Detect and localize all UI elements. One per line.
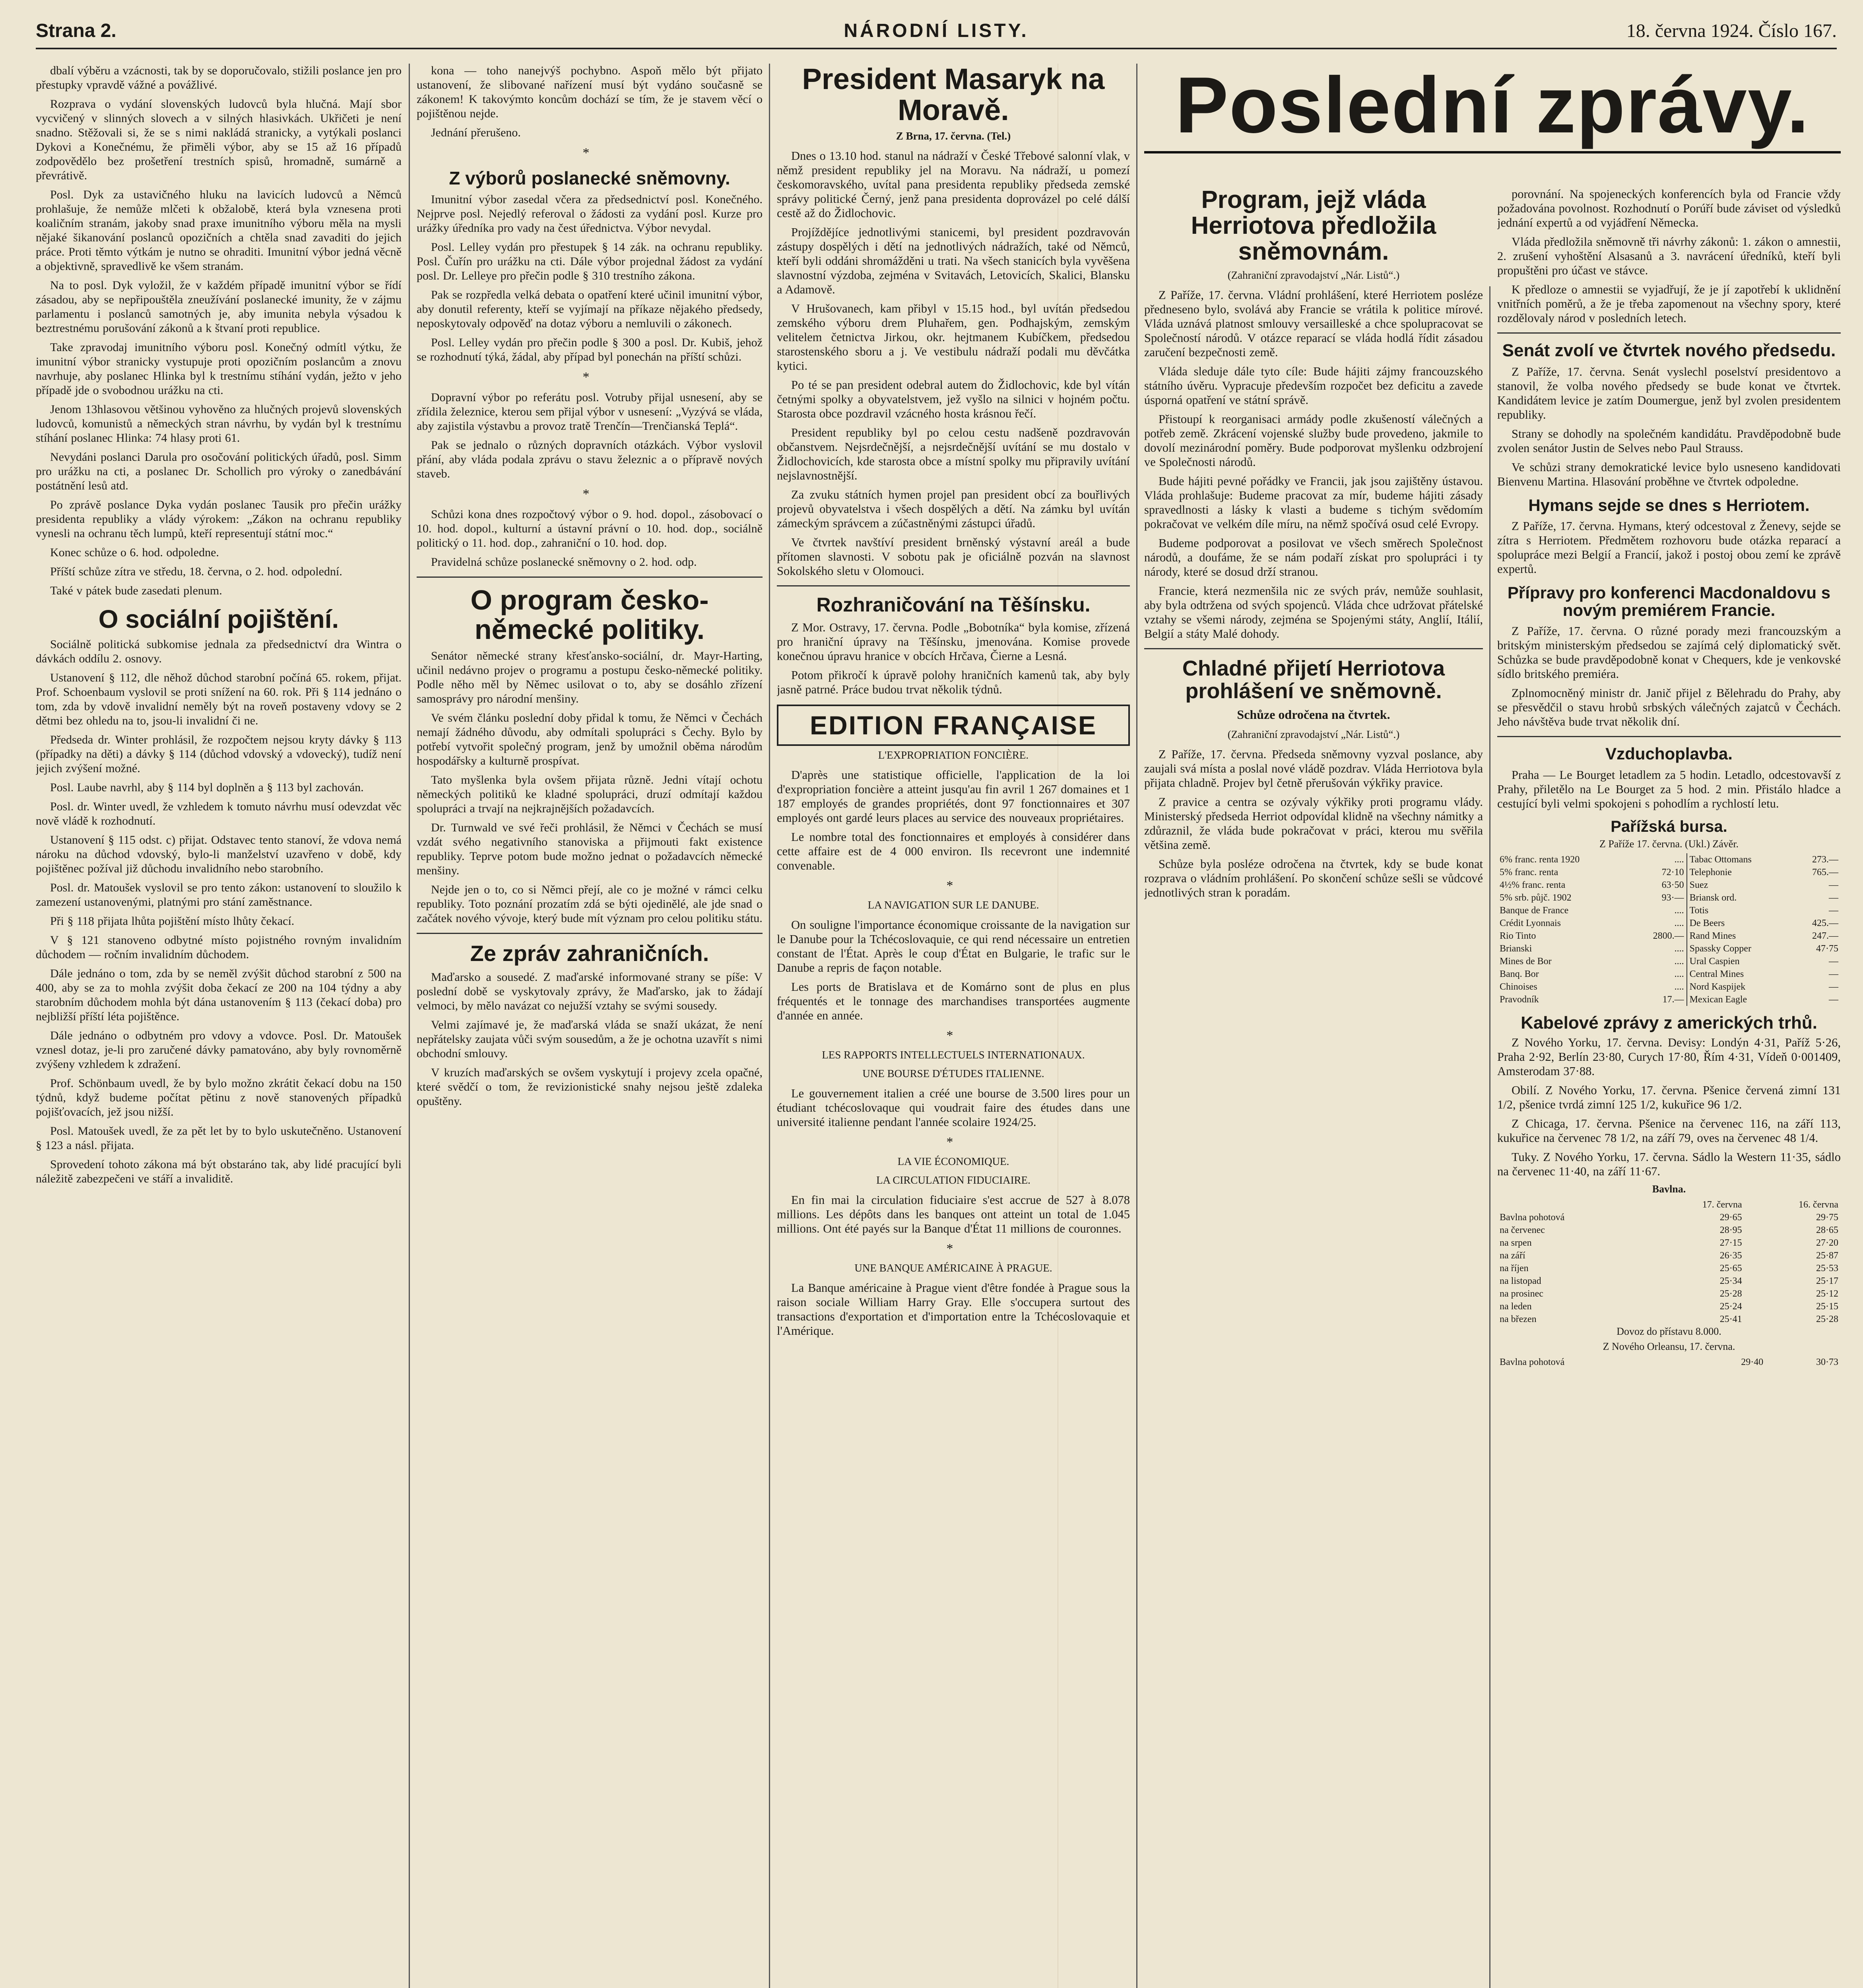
table-cell: Mexican Eagle <box>1687 993 1792 1006</box>
article-tesin <box>777 620 1130 697</box>
table-cell: — <box>1829 994 1838 1005</box>
paragraph: Dále jednáno o tom, zda by se neměl zvýšit důchod starobní z 500 na 400, aby se za to mohla zvýšit doba čekací ze 200 na 104 týdny a aby starobním důchodem mohla být dána ustanovením § 113 (čekací doba) pro nejbližší příští léta pojištěnce. <box>36 967 402 1023</box>
paragraph: Z Mor. Ostravy, 17. června. Podle „Bobotníka“ byla komise, zřízená pro hraniční úpravy na Těšínsku, jmenována. Komise provede konečnou úpravu hranice v obcích Hrčava, Čierne a Lesná. <box>777 620 1130 663</box>
paragraph: V § 121 stanoveno odbytné místo pojistného rovným invalidním důchodem — ročním invalidním důchodem. <box>36 934 402 961</box>
paragraph: Dále jednáno o odbytném pro vdovy a vdovce. Posl. Dr. Matoušek vznesl dotaz, je-li pro zaručené dávky pamatováno, aby byly rovnoměrně zvýšeny vzhledem k zdražení. <box>36 1029 402 1071</box>
paragraph: Senátor německé strany křesťansko-sociální, dr. Mayr-Harting, učinil nedávno projev o programu a postupu česko-německé politiky. Podle něho měl by Němec usilovat o to, aby se dosáhlo zřízení samosprávy pro národní menšiny. <box>417 649 763 706</box>
page-number: Strana 2. <box>36 20 116 41</box>
paragraph: Z Paříže, 17. června. O různé porady mezi francouzským a britským ministerským předsedou se zajímá celý diplomatický svět. Schůzka se bude pravděpodobně konat v Chequers, kde je venkovské sídlo britského premiéra. <box>1497 624 1841 681</box>
table-cell: 6% franc. renta 1920 <box>1500 854 1580 865</box>
table-cell: Tabac Ottomans <box>1687 853 1792 866</box>
table-cell: Totis <box>1687 904 1792 917</box>
paragraph: Strany se dohodly na společném kandidátu. Pravděpodobně bude zvolen senátor Justin de Selves nebo Paul Strauss. <box>1497 427 1841 455</box>
table-cell: 47·75 <box>1816 943 1838 954</box>
paragraph: Le nombre total des fonctionnaires et employés à considérer dans cette affaire est de 4 000 environ. Ils recevront une indemnité convenable. <box>777 830 1130 872</box>
article-scholarship <box>777 1086 1130 1129</box>
cotton-title: Bavlna. <box>1652 1183 1686 1195</box>
table-cell: .... <box>1674 956 1684 967</box>
table-cell: 29·40 <box>1741 1357 1764 1367</box>
table-cell: 247.— <box>1812 930 1838 941</box>
paragraph: Za zvuku státních hymen projel pan president obcí za bouřlivých projevů obyvatelstva i všech dospělých a dětí. Na zámku byl uvítán zámeckým správcem a zúčastněnými zástupci úřadů. <box>777 488 1130 530</box>
headline-aviation: Vzduchoplavba. <box>1605 744 1733 763</box>
table-cell: Suez <box>1687 879 1792 891</box>
paragraph: Z Paříže, 17. června. Senát vyslechl poselství presidentovo a stanovil, že volba nového předsedy se bude konat ve čtvrtek. Kandidátem levice je zatím Doumergue, jenž byl zvolen presidentem republiky. <box>1497 365 1841 422</box>
table-row <box>1497 1275 1841 1287</box>
headline-macdonald: Přípravy pro konferenci Macdonaldovu s novým premiérem Francie. <box>1507 583 1831 620</box>
table-cell: — <box>1829 956 1838 967</box>
subheading: LA CIRCULATION FIDUCIAIRE. <box>876 1174 1030 1186</box>
headline-czech-german-policy: O program česko-německé politiky. <box>470 584 709 645</box>
table-cell: .... <box>1674 905 1684 916</box>
paragraph: Příští schůze zítra ve středu, 18. června, o 2. hod. odpolední. <box>50 565 342 578</box>
table-row <box>1497 853 1841 866</box>
table-row <box>1497 891 1841 904</box>
paragraph: Nevydáni poslanci Darula pro osočování politických úřadů, posl. Simm pro urážku na cti, a poslanec Dr. Schollich pro výroky o zanedbávání postátnění lesů atd. <box>36 450 402 492</box>
divider <box>417 577 763 578</box>
headline-herriot-program: Program, jejž vláda Herriotova předložila sněmovnám. <box>1191 187 1436 266</box>
paragraph: Z Paříže, 17. června. Předseda sněmovny vyzval poslance, aby zaujali svá místa a poslal nové vládě pozdrav. Vláda Herriotova byla přijata chladně. Projev byl četně přerušován výkřiky pravice. <box>1144 747 1483 790</box>
paragraph: Schůze byla posléze odročena na čtvrtek, kdy se bude konat rozprava o vládním prohlášení. Po skončení schůze sešli se vůdcové jednotlivých stran k poradám. <box>1144 857 1483 899</box>
table-row <box>1497 993 1841 1006</box>
paragraph: Pak se jednalo o různých dopravních otázkách. Výbor vyslovil přání, aby vláda podala zprávu o stavu železnic a o přípravě nových staveb. <box>417 439 763 481</box>
table-cell: — <box>1829 892 1838 903</box>
cotton-footer: Dovoz do přístavu 8.000. <box>1617 1325 1721 1337</box>
table-cell: .... <box>1674 969 1684 979</box>
table-header-cell: 17. června <box>1702 1199 1742 1210</box>
column-rule <box>1489 286 1490 1988</box>
table-row <box>1497 1287 1841 1300</box>
paragraph: Z pravice a centra se ozývaly výkřiky proti programu vlády. Ministerský předseda Herriot odpovídal klidně na všechny námitky a zdůraznil, že vláda bude pokračovat v práci, kterou mu svěřila většina země. <box>1144 795 1483 852</box>
section-separator: * <box>946 1134 961 1149</box>
article-masaryk <box>777 149 1130 578</box>
paragraph: kona — toho nanejvýš pochybno. Aspoň mělo být přijato ustanovení, že slibované nařízení musí být vydáno současně se zákonem! K takovýmto koncům dochází se tím, že je stavem věcí o pojištěnou nejde. <box>417 64 763 120</box>
paragraph: Schůzi kona dnes rozpočtový výbor o 9. hod. dopol., zásobovací o 10. hod. dopol., kulturní a ústavní právní o 10. hod. dop., sociálně politický o 11. hod. dop., zahraniční o 10. hod. dop. <box>417 508 763 550</box>
paragraph: Po zprávě poslance Dyka vydán poslanec Tausik pro přečin urážky presidenta republiky a vlády výrokem: „Zákon na ochranu republiky vynesli na ochranu těch lumpů, kteří representují státní moc.“ <box>36 498 402 540</box>
table-row <box>1497 955 1841 968</box>
table-cell: Bavlna pohotová <box>1500 1212 1565 1223</box>
table-cell: na srpen <box>1500 1237 1532 1248</box>
article-american-markets <box>1497 1035 1841 1178</box>
table-cell: .... <box>1674 918 1684 928</box>
paragraph: Z Paříže, 17. června. Vládní prohlášení, které Herriotem posléze předneseno bylo, svolává aby Francie se vrátila k politice mírové. Vláda uznává platnost smlouvy versailleské a chce spolupracovat se Společností národů. V otázce reparací se vláda hodlá řídit zásadou zaručení bezpečnosti země. <box>1144 288 1483 359</box>
paragraph: Sprovedení tohoto zákona má být obstaráno tak, aby lidé pracující byli náležitě zabezpečeni ve stáří a invaliditě. <box>36 1158 402 1186</box>
paragraph: dbalí výběru a vzácnosti, tak by se doporučovalo, stižili poslance jen pro přestupky vpravdě vážné a povážlivé. <box>36 64 402 91</box>
paragraph: Pravidelná schůze poslanecké sněmovny o 2. hod. odp. <box>431 555 697 569</box>
table-header-cell: 16. června <box>1799 1199 1838 1210</box>
section-separator: * <box>582 487 597 502</box>
section-separator: * <box>582 146 597 160</box>
paragraph: Vláda sleduje dále tyto cíle: Bude hájiti zájmy francouzského státního úvěru. Vypracuje především rozpočet bez deficitu a zavede úsporná opatření ve státní správě. <box>1144 365 1483 407</box>
table-cell: Nord Kaspijek <box>1687 980 1792 993</box>
paragraph: On souligne l'importance économique croissante de la navigation sur le Danube pour la Tchécoslovaquie, ce qui rend nécessaire un entretien constant de l'État. Après le coup d'État en Bulgarie, le trafic sur le Danube a repris de façon notable. <box>777 918 1130 975</box>
paragraph: Konec schůze o 6. hod. odpoledne. <box>50 546 219 559</box>
paragraph: President republiky byl po celou cestu nadšeně pozdravován občanstvem. Nejsrdečnější, a nejsrdečnější uvítání se mu dostalo v Židlochovicích, kde starosta obce a místní spolky mu připravily uvítání nejslavnostnější. <box>777 426 1130 483</box>
article-macdonald <box>1497 624 1841 729</box>
table-cell: 27·20 <box>1816 1237 1838 1248</box>
paragraph: Posl. Matoušek uvedl, že za pět let by to bylo uskutečněno. Ustanovení § 123 a násl. přijata. <box>36 1124 402 1152</box>
paragraph: Projíždějíce jednotlivými stanicemi, byl president pozdravován zástupy dospělých i dětí na jednotlivých nádražích, také od Němců, kteří byli oddáni shromážděni u trati. Na všech stanicích byla vyvěšena slavnostní výzdoba, zejména v Svitavách, Letovicích, Skalici, Blansku a Adamově. <box>777 225 1130 297</box>
table-cell: 27·15 <box>1719 1237 1742 1248</box>
table-cell: 17.— <box>1662 994 1684 1005</box>
table-cell: Brianski <box>1500 943 1532 954</box>
table-cell: Chinoises <box>1500 981 1537 992</box>
paragraph: Dnes o 13.10 hod. stanul na nádraží v České Třebové salonní vlak, v němž president republiky jel na Moravu. Na nádraží, u pomezí českomoravského, uvítal pana presidenta republiky předseda zemské správy politické Černý, jenž pana presidenta doprovázel po celé dálší cestě až do Židlochovic. <box>777 149 1130 220</box>
column-1 <box>36 64 402 1988</box>
table-cell: 5% srb. půjč. 1902 <box>1500 892 1572 903</box>
table-cell: 28·65 <box>1816 1225 1838 1235</box>
paragraph: Jednání přerušeno. <box>431 126 521 139</box>
article-danube <box>777 918 1130 1023</box>
divider <box>1144 648 1483 649</box>
table-row <box>1497 1262 1841 1275</box>
article-insurance-continued <box>417 64 763 140</box>
paragraph: Ustanovení § 115 odst. c) přijat. Odstavec tento stanoví, že vdova nemá nároku na důchod vdovský, bylo-li manželství uzavřeno v době, kdy pojištěnec požíval již důchodu invalidního nebo starobního. <box>36 833 402 876</box>
paragraph: Posl. dr. Winter uvedl, že vzhledem k tomuto návrhu musí odevzdat věc nově vládě k rozhodnutí. <box>36 800 402 828</box>
paragraph: K předloze o amnestii se vyjadřují, že je jí zapotřebí k uklidnění vnitřních poměrů, a že je třeba zapomenout na všechny spory, které rozdělovaly národ v posledních letech. <box>1497 283 1841 325</box>
paragraph: Sociálně politická subkomise jednala za předsednictví dra Wintra o dávkách oddílu 2. osnovy. <box>36 638 402 666</box>
paragraph: Dopravní výbor po referátu posl. Votruby přijal usnesení, aby se zřídila železnice, kterou sem přijal výbor v usnesení: „Vyzývá se vláda, aby zajistila výstavbu a provoz tratě Trenčín—Trenčianská Teplá“. <box>417 391 763 433</box>
cotton-orleans-label: Z Nového Orleansu, 17. června. <box>1603 1340 1735 1352</box>
headline-tesin: Rozhraničování na Těšínsku. <box>816 594 1091 616</box>
table-row <box>1497 1224 1841 1237</box>
paragraph: Bude hájiti pevné pořádky ve Francii, jak jsou zajištěny ústavou. Vláda prohlašuje: Budeme pracovat za mír, budeme hájiti zásady spravedlnosti a lásky k vlasti a budeme s tichým svědomím pokračovat ve velkém díle míru, na němž spočívá osud celé Evropy. <box>1144 474 1483 531</box>
table-row <box>1497 1300 1841 1313</box>
table-cell: — <box>1829 969 1838 979</box>
paragraph: Les ports de Bratislava et de Komárno sont de plus en plus fréquentés et le tonnage des marchandises transportées augmente d'année en année. <box>777 980 1130 1022</box>
subheading: UNE BANQUE AMÉRICAINE À PRAGUE. <box>854 1262 1052 1274</box>
bourse-subtitle: Z Paříže 17. června. (Ukl.) Závěr. <box>1599 838 1739 850</box>
table-cell: 72·10 <box>1661 867 1684 878</box>
table-cell: 25·87 <box>1816 1250 1838 1261</box>
article-committees <box>417 192 763 569</box>
table-row <box>1497 866 1841 879</box>
table-cell: 25·12 <box>1816 1288 1838 1299</box>
paris-bourse-table <box>1497 853 1841 1006</box>
subheading: UNE BOURSE D'ÉTUDES ITALIENNE. <box>862 1067 1044 1079</box>
section-separator: * <box>946 1241 961 1256</box>
table-row <box>1497 1211 1841 1224</box>
paragraph: Z Chicaga, 17. června. Pšenice na červenec 116, na září 113, kukuřice na červenec 78 1/2, na září 79, oves na červenec 48 1/4. <box>1497 1116 1841 1145</box>
table-cell: na prosinec <box>1500 1288 1543 1299</box>
headline-foreign-news: Ze zpráv zahraničních. <box>470 941 709 966</box>
table-cell: .... <box>1674 981 1684 992</box>
column-rule <box>409 64 410 1988</box>
table-cell: Mines de Bor <box>1500 956 1552 967</box>
table-row <box>1497 879 1841 891</box>
table-cell: 25·34 <box>1719 1276 1742 1286</box>
cotton-table <box>1497 1198 1841 1326</box>
table-cell: 425.— <box>1812 918 1838 928</box>
article-aviation <box>1497 768 1841 811</box>
table-row <box>1497 942 1841 955</box>
column-rule <box>1136 64 1137 1988</box>
cotton-orleans-table <box>1497 1356 1841 1369</box>
table-cell: Pravodník <box>1500 994 1539 1005</box>
headline-latest-news: Poslední zprávy. <box>1144 64 1841 153</box>
table-cell: — <box>1829 879 1838 890</box>
section-separator: * <box>582 370 597 385</box>
paragraph: Posl. Lelley vydán pro přestupek § 14 zák. na ochranu republiky. Posl. Čuřín pro urážku na cti. Dále výbor projednal žádost za vydání posl. Dr. Lelleye pro přečin podle § 310 trestního zákona. <box>417 241 763 283</box>
paragraph: Budeme podporovat a posilovat ve všech směrech Společnost národů, a doufáme, že se nám podaří získat pro spolupráci i ty národy, které se dosud drží stranou. <box>1144 536 1483 579</box>
table-cell: 93·— <box>1661 892 1684 903</box>
headline-social-insurance: O sociální pojištění. <box>98 605 339 633</box>
table-row <box>1497 1249 1841 1262</box>
article-czech-german-policy <box>417 649 763 926</box>
article-herriot-program <box>1144 288 1483 641</box>
paragraph: Take zpravodaj imunitního výboru posl. Konečný odmítl výtku, že imunitní výbor stranicky vystupuje proti opozičním poslancům a znovu navrhuje, aby poslanec Hlinka byl k trestnímu stíhání vydán, ježto v jeho případě jde o svobodnou urážku na cti. <box>36 341 402 397</box>
table-row <box>1497 930 1841 942</box>
paragraph: La Banque américaine à Prague vient d'être fondée à Prague sous la raison sociale William Harry Gray. Elle s'occupera surtout des transactions d'exportation et d'importation entre la Tchécoslovaquie et l'Amérique. <box>777 1281 1130 1338</box>
table-cell: Rand Mines <box>1687 930 1792 942</box>
table-row <box>1497 980 1841 993</box>
table-cell: 25·53 <box>1816 1263 1838 1274</box>
table-cell: .... <box>1674 943 1684 954</box>
table-cell: 28·95 <box>1719 1225 1742 1235</box>
paragraph: V Hrušovanech, kam přibyl v 15.15 hod., byl uvítán předsedou zemského výboru drem Pluhařem, gen. Podhajským, zemským velitelem četnictva Jirkou, okr. hejtmanem Kubíčkem, předsedou starostenského sboru a j. Ve vestibulu nádraží podali mu děvčátka kytici. <box>777 302 1130 373</box>
paragraph: Zplnomocněný ministr dr. Janič přijel z Bělehradu do Prahy, aby se přesvědčil o stavu hrobů srbských válečných zajatců v Čechách. Jeho návštěva bude trvat několik dní. <box>1497 686 1841 729</box>
table-cell: Briansk ord. <box>1687 891 1792 904</box>
paragraph: D'après une statistique officielle, l'application de la loi d'expropriation foncière a atteint jusqu'au fin avril 1 267 domaines et 1 187 employés de grandes propriétés, dont 97 fonctionnaires et 307 employés ont gardé leurs places au service des nouveaux propriétaires. <box>777 768 1130 825</box>
divider <box>1497 332 1841 334</box>
headline-senate: Senát zvolí ve čtvrtek nového předsedu. <box>1502 341 1836 360</box>
table-cell: Rio Tinto <box>1500 930 1536 941</box>
table-cell: 26·35 <box>1719 1250 1742 1261</box>
table-cell: 25·24 <box>1719 1301 1742 1312</box>
article-cold-reception <box>1144 747 1483 900</box>
table-row <box>1497 1356 1841 1369</box>
paragraph: Ve čtvrtek navštíví president brněnský výstavní areál a bude přítomen slavnosti. V sobotu pak je oficiálně pozván na slavnost Sokolského sletu v Olomouci. <box>777 536 1130 578</box>
headline-paris-bourse: Pařížská bursa. <box>1611 817 1727 835</box>
paragraph: Dr. Turnwald ve své řeči prohlásil, že Němci v Čechách se musí vzdát svého negativního stanoviska a přijmouti fakt existence republiky. Teprve potom bude možno jednat o požadavcích německé menšiny. <box>417 821 763 878</box>
table-cell: na březen <box>1500 1314 1537 1324</box>
paragraph: Z Paříže, 17. června. Hymans, který odcestoval z Ženevy, sejde se zítra s Herriotem. Předmětem rozhovoru bude otázka reparací a spolupráce mezi Belgií a Francií, jakož i postoj obou zemí ke zprávě expertů. <box>1497 519 1841 576</box>
paragraph: Rozprava o vydání slovenských ludovců byla hlučná. Mají sbor vycvičený v slinných slovech a v silných hlasivkách. Ukřičeti je není snadno. Stěžovali si, že se s nimi nakládá stranicky, a vytýkali poslanci Dykovi a Konečnému, že přiměli výbor, aby se 15 až 16 případů zodpovědělo bez prošetření trestních spisů, hromadně, sumárně a převrátivě. <box>36 97 402 182</box>
latest-news-banner <box>1144 64 1841 183</box>
table-cell: 30·73 <box>1816 1357 1838 1367</box>
paragraph: En fin mai la circulation fiduciaire s'est accrue de 527 à 8.078 millions. Les dépôts dans les banques ont atteint un total de 1.045 millions. Ont été payés sur la Banque d'État 11 millions de couronnes. <box>777 1193 1130 1235</box>
table-cell: 25·65 <box>1719 1263 1742 1274</box>
column-2 <box>417 64 763 1988</box>
paragraph: Praha — Le Bourget letadlem za 5 hodin. Letadlo, odcestovavší z Prahy, přiletělo na Le Bourget za 5 hod. 2 min. Přistálo hladce a cestující byli velmi spokojeni s pohodlím a rychlostí letu. <box>1497 768 1841 810</box>
subheading: LA NAVIGATION SUR LE DANUBE. <box>867 899 1039 911</box>
article-hymans <box>1497 519 1841 576</box>
masthead: NÁRODNÍ LISTY. <box>844 20 1029 41</box>
paragraph: Ustanovení § 112, dle něhož důchod starobní počíná 65. rokem, přijat. Prof. Schoenbaum vyslovil se proti snížení na 60. rok. Při § 114 jednáno o tom, zda by vdově invalidní neměly být na roveň postaveny vdovy se 2 dětmi bez ohledu na to, jsou-li invalidní či ne. <box>36 671 402 728</box>
headline-cold-reception: Chladné přijetí Herriotova prohlášení ve sněmovně. <box>1182 656 1445 703</box>
table-cell: Bavlna pohotová <box>1500 1357 1565 1367</box>
divider <box>1497 736 1841 737</box>
table-cell: Crédit Lyonnais <box>1500 918 1561 928</box>
paragraph: Po té se pan president odebral autem do Židlochovic, kde byl vítán četnými spolky a obyvatelstvem, jež vyšlo na silnici v hojném počtu. Starosta obce pozdravil vzácného hosta krásnou řečí. <box>777 378 1130 421</box>
page-header <box>36 20 1837 49</box>
table-cell: 765.— <box>1812 867 1838 878</box>
table-cell: na leden <box>1500 1301 1532 1312</box>
paragraph: Nejde jen o to, co si Němci přejí, ale co je možné v rámci celku republiky. Toto poznání prozatím zdá se býti ojedinělé, ale jde snad o začátek nového vývoje, který bude mít význam pro celou politiku státu. <box>417 883 763 925</box>
paragraph: Tuky. Z Nového Yorku, 17. června. Sádlo la Western 11·35, sádlo na červenec 11·40, na září 11·67. <box>1497 1150 1841 1178</box>
paragraph: Z Nového Yorku, 17. června. Devisy: Londýn 4·31, Paříž 5·26, Praha 2·92, Berlín 23·80, Curych 17·80, Řím 4·31, Vídeň 0·001409, Amsterodam 37·88. <box>1497 1035 1841 1078</box>
source-note: (Zahraniční zpravodajství „Nár. Listů“.) <box>1227 728 1400 740</box>
table-cell: na červenec <box>1500 1225 1545 1235</box>
table-cell: 5% franc. renta <box>1500 867 1558 878</box>
headline-committees: Z výborů poslanecké sněmovny. <box>449 168 730 188</box>
article-american-bank <box>777 1281 1130 1338</box>
table-cell: — <box>1829 905 1838 916</box>
headline-masaryk: President Masaryk na Moravě. <box>802 64 1105 126</box>
paragraph: V kruzích maďarských se ovšem vyskytují i projevy zcela opačné, které svědčí o tom, že revizionistické snahy nejsou ještě zdaleka opuštěny. <box>417 1066 763 1108</box>
paragraph: Prof. Schönbaum uvedl, že by bylo možno zkrátit čekací dobu na 150 týdnů, když budeme počítat pětinu z nově stanovených případků pojišťovacích, jež jsou nižší. <box>36 1077 402 1119</box>
table-cell: De Beers <box>1687 917 1792 930</box>
column-5 <box>1497 187 1841 1988</box>
article-foreign-news <box>417 970 763 1109</box>
table-cell: 25·28 <box>1816 1314 1838 1324</box>
table-row <box>1497 1313 1841 1326</box>
paragraph: Posl. Laube navrhl, aby § 114 byl doplněn a § 113 byl zachován. <box>50 781 364 794</box>
table-cell: 29·75 <box>1816 1212 1838 1223</box>
paragraph: Maďarsko a sousedé. Z maďarské informované strany se píše: V poslední době se vyskytovaly zprávy, že Maďarsko, jak to žádají velmoci, by mělo navázat co nejužší vztahy se svými sousedy. <box>417 971 763 1013</box>
table-cell: na listopad <box>1500 1276 1541 1286</box>
table-row <box>1497 917 1841 930</box>
subheading: Schůze odročena na čtvrtek. <box>1237 707 1390 722</box>
edition-francaise-banner: EDITION FRANÇAISE <box>777 705 1130 746</box>
table-cell: na říjen <box>1500 1263 1529 1274</box>
paragraph: Posl. Lelley vydán pro přečin podle § 300 a posl. Dr. Kubiš, jehož se rozhodnutí týká, žádal, aby případ byl ponechán na příští schůzi. <box>417 336 763 364</box>
paragraph: Na to posl. Dyk vyložil, že v každém případě imunitní výbor se řídí zásadou, aby se nepřipouštěla zneužívání poslanecké imunity, že v zájmu parlamentu i poslanců samotných je, aby imunita nebyla výsadou k beztrestnému porušování zákonů a k štvaní proti republice. <box>36 279 402 335</box>
table-cell: Telephonie <box>1687 866 1792 879</box>
paragraph: Velmi zajímavé je, že maďarská vláda se snaží ukázat, že není nepřátelsky zaujata vůči svým sousedům, a že je ochotna uzavřít s nimi obchodní smlouvy. <box>417 1018 763 1060</box>
table-cell: 63·50 <box>1661 879 1684 890</box>
article-circulation <box>777 1193 1130 1236</box>
table-cell: Banque de France <box>1500 905 1569 916</box>
table-header-row <box>1497 1198 1841 1211</box>
table-cell: 4½% franc. renta <box>1500 879 1566 890</box>
table-row <box>1497 1237 1841 1249</box>
paragraph: Přistoupí k reorganisaci armády podle zkušeností válečných a potřeb země. Zkrácení vojenské služby bude provedeno, jakmile to dovolí mezinárodní poměry. Bude podporovat myšlenku odzbrojení ve Společnosti národů. <box>1144 412 1483 469</box>
table-row <box>1497 968 1841 980</box>
article-social-insurance <box>36 637 402 1186</box>
column-4 <box>1144 187 1483 1988</box>
paragraph: Posl. Dyk za ustavičného hluku na lavicích ludovců a Němců prohlašuje, že nemůže mlčeti k obžalobě, která byla vznesena proti koaličním stranám, jakoby snad praxe imunitního výboru měla na mysli nějaké šikanování poslanců opozičních a chtěla snad zavaditi do jejich práce. Proti těmto výtkám je nutno se ohraditi. Imunitní výbor jedná věcně a objektivně, spravedlivě ke všem stranám. <box>36 188 402 273</box>
paragraph: Imunitní výbor zasedal včera za předsednictví posl. Konečného. Nejprve posl. Nejedlý referoval o žádosti za vydání posl. Kurze pro urážky úředníka pro vady na čest úřednictva. Výbor nevydal. <box>417 193 763 235</box>
paragraph: Posl. dr. Matoušek vyslovil se pro tento zákon: ustanovení to sloužilo k zamezení ustanovenými, platnými pro stání zaměstnance. <box>36 881 402 909</box>
headline-american-cables: Kabelové zprávy z amerických trhů. <box>1521 1013 1817 1033</box>
paragraph: Jenom 13hlasovou většinou vyhověno za hlučných projevů slovenských ludovců, komunistů a německých stran návrhu, by vydán byl k trestnímu stíhání poslanec Hlinka: 74 hlasy proti 61. <box>36 403 402 445</box>
paragraph: Předseda dr. Winter prohlásil, že rozpočtem nejsou kryty dávky § 113 (případky na děti) a dávky § 114 (důchod vdovský a vdovecký), tudíž není jejich zvýšení možné. <box>36 733 402 775</box>
subheading: L'EXPROPRIATION FONCIÈRE. <box>878 749 1029 761</box>
section-separator: * <box>946 878 961 893</box>
table-cell: 273.— <box>1812 854 1838 865</box>
divider <box>417 933 763 934</box>
table-cell: Banq. Bor <box>1500 969 1539 979</box>
table-cell: na září <box>1500 1250 1525 1261</box>
table-cell: 2800.— <box>1653 930 1684 941</box>
paragraph: Tato myšlenka byla ovšem přijata různě. Jedni vítají ochotu německých politiků ke kladné spolupráci, druzí odmítají každou spolupráci a trvají na nejkrajnějších požadavcích. <box>417 773 763 815</box>
issue-date: 18. června 1924. Číslo 167. <box>1626 20 1837 41</box>
paragraph: Vláda předložila sněmovně tři návrhy zákonů: 1. zákon o amnestii, 2. zrušení vyhoštění Alsasanů a 3. navrácení úředníků, kteří byli propuštěni pro účast ve stávce. <box>1497 235 1841 277</box>
paragraph: Pak se rozpředla velká debata o opatření které učinil imunitní výbor, aby donutil referenty, kteří se vyjímají na příkaze nějakého předsedy, neposkytovaly odpověď na dotaz výboru a nemluvili o zákonech. <box>417 288 763 330</box>
paragraph: Francie, která nezmenšila nic ze svých práv, nemůže souhlasit, aby byla odtržena od svých spojenců. Vláda chce udržovat přátelské vztahy se všemi národy, zejména se Spojenými státy, Anglií, Itálií, Belgií a státy Malé dohody. <box>1144 584 1483 641</box>
table-cell: 25·41 <box>1719 1314 1742 1324</box>
paragraph: porovnání. Na spojeneckých konferencích byla od Francie vždy požadována povolnost. Rozhodnutí o Porúří bude záviset od výsledků jednání expertů a od vyjádření Německa. <box>1497 187 1841 229</box>
article-expropriation <box>777 768 1130 873</box>
table-cell: 25·15 <box>1816 1301 1838 1312</box>
paragraph: Ve schůzi strany demokratické levice bylo usneseno kandidovati Bienvenu Martina. Hlasování proběhne ve čtvrtek odpoledne. <box>1497 460 1841 489</box>
paragraph: Ve svém článku poslední doby přidal k tomu, že Němci v Čechách nemají žádného důvodu, aby odmítali spolupráci s Čechy. Bylo by potřebí vytvořit společný program, jenž by umožnil oběma národům hospodářsky a kulturně prospívat. <box>417 711 763 768</box>
table-cell: Spassky Copper <box>1687 942 1792 955</box>
paragraph: Obilí. Z Nového Yorku, 17. června. Pšenice červená zimní 131 1/2, pšenice tvrdá zimní 125 1/2, kukuřice 96 1/2. <box>1497 1083 1841 1111</box>
table-header-cell <box>1497 1198 1648 1211</box>
column-3 <box>777 64 1130 1988</box>
subheading: LA VIE ÉCONOMIQUE. <box>897 1155 1009 1167</box>
table-cell: 25·28 <box>1719 1288 1742 1299</box>
table-cell: 29·65 <box>1719 1212 1742 1223</box>
article-senate <box>1497 365 1841 489</box>
table-cell: 25·17 <box>1816 1276 1838 1286</box>
table-cell: — <box>1829 981 1838 992</box>
paragraph: Při § 118 přijata lhůta pojištění místo lhůty čekací. <box>50 914 295 928</box>
source-note: (Zahraniční zpravodajství „Nár. Listů“.) <box>1227 269 1400 282</box>
divider <box>777 585 1130 586</box>
paragraph: Potom přikročí k úpravě polohy hraničních kamenů tak, aby byly jasně patrné. Práce budou trvat několik týdnů. <box>777 668 1130 696</box>
table-cell: .... <box>1674 854 1684 865</box>
section-separator: * <box>946 1028 961 1043</box>
article-policy-continued <box>1497 187 1841 325</box>
headline-hymans: Hymans sejde se dnes s Herriotem. <box>1528 496 1810 515</box>
article-immunity-continued <box>36 64 402 598</box>
table-cell: Central Mines <box>1687 968 1792 980</box>
subheading: LES RAPPORTS INTELLECTUELS INTERNATIONAUX. <box>822 1048 1085 1061</box>
table-row <box>1497 904 1841 917</box>
dateline: Z Brna, 17. června. (Tel.) <box>896 130 1011 142</box>
paragraph: Le gouvernement italien a créé une bourse de 3.500 lires pour un étudiant tchécoslovaque qui voudrait faire des études dans une université italienne pendant l'année scolaire 1924/25. <box>777 1086 1130 1129</box>
table-cell: Ural Caspien <box>1687 955 1792 968</box>
column-rule <box>769 64 770 1988</box>
paragraph: Také v pátek bude zasedati plenum. <box>50 584 222 597</box>
